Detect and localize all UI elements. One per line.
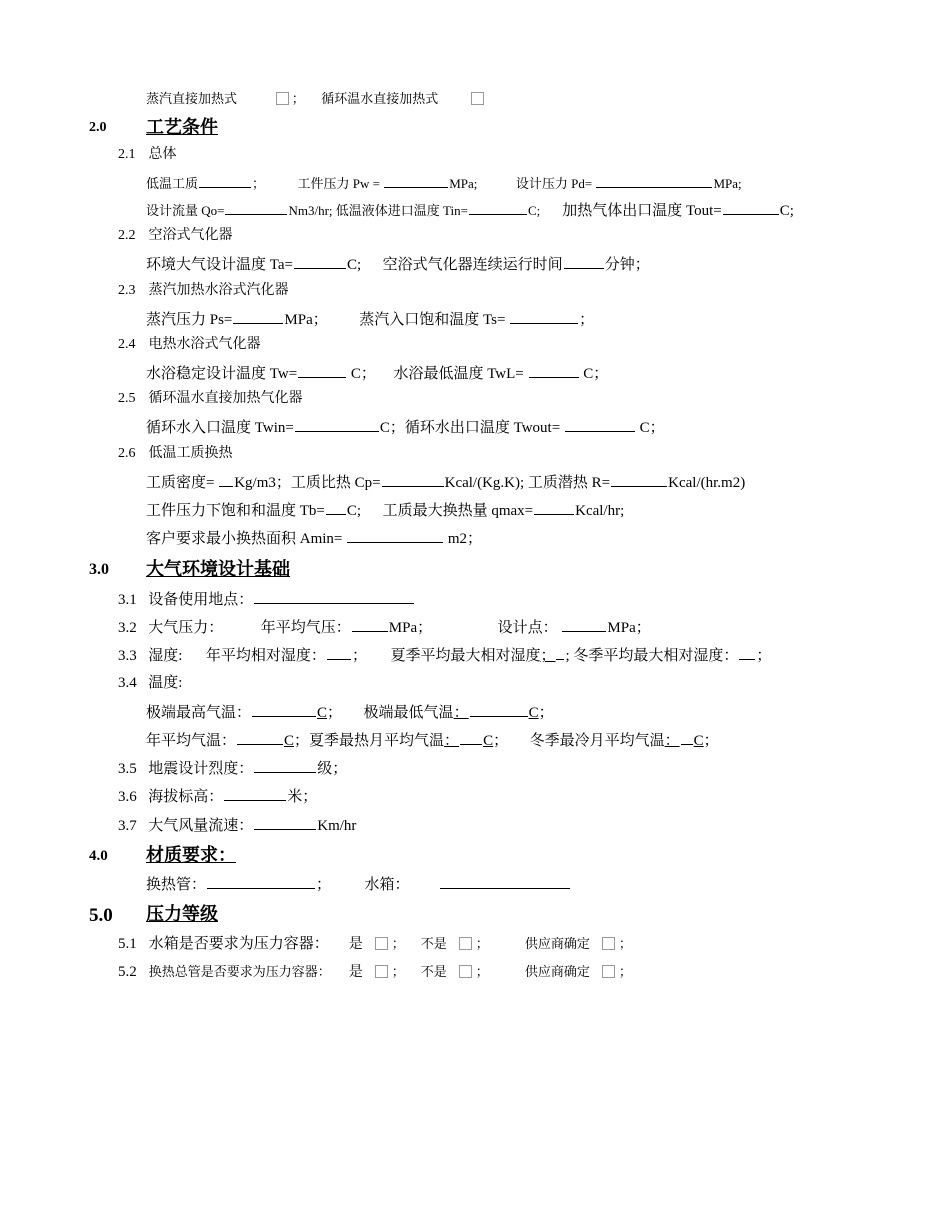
header-yes-checkbox[interactable] xyxy=(375,965,388,978)
row-3-4 xyxy=(118,676,182,691)
steam-direct-label: 蒸汽直接加热式 xyxy=(146,91,238,106)
section-3-heading xyxy=(89,562,109,578)
tank-yes-checkbox[interactable] xyxy=(375,937,388,950)
item-number: 3.2 xyxy=(118,620,137,636)
winter-humidity-label: ; 冬季平均最大相对湿度： xyxy=(565,648,739,664)
design-flow-label: 设计流量 Qo= xyxy=(146,203,225,218)
saturation-temp-blank[interactable] xyxy=(326,502,346,515)
tube-material-label: 换热管： xyxy=(146,877,207,893)
summer-humidity-label: 夏季平均最大相对湿度 xyxy=(390,648,541,664)
wind-speed-label: 大气风量流速： xyxy=(148,818,254,834)
item-number: 3.4 xyxy=(118,675,137,691)
location-blank[interactable] xyxy=(254,591,414,604)
unit-c: C xyxy=(483,733,494,749)
unit-mpa: MPa； xyxy=(388,620,433,636)
separator: ； xyxy=(579,312,595,328)
row-2-6-a xyxy=(146,474,745,491)
unit-c: C； xyxy=(583,366,609,382)
row-2-2 xyxy=(146,256,650,273)
row-2-1-b xyxy=(146,202,794,219)
ambient-temp-label: 环境大气设计温度 Ta= xyxy=(146,257,293,273)
design-pressure-blank[interactable] xyxy=(596,175,712,188)
min-area-label: 客户要求最小换热面积 Amin= xyxy=(146,531,343,547)
winter-avg-label: 冬季最冷月平均气温 xyxy=(529,733,665,749)
steam-sat-temp-label: 蒸汽入口饱和温度 Ts= xyxy=(359,312,506,328)
tank-pressure-vessel-label: 水箱是否要求为压力容器： xyxy=(148,936,329,952)
tank-material-label: 水箱： xyxy=(364,877,410,893)
subsection-number: 2.5 xyxy=(118,391,136,406)
run-time-blank[interactable] xyxy=(564,256,604,269)
location-label: 设备使用地点： xyxy=(148,592,254,608)
item-number: 3.7 xyxy=(118,818,137,834)
seismic-label: 地震设计烈度： xyxy=(148,761,254,777)
row-2-3 xyxy=(146,311,594,328)
item-number: 5.2 xyxy=(118,964,137,980)
section-number: 3.0 xyxy=(89,561,109,578)
bath-min-temp-label: 水浴最低温度 TwL= xyxy=(393,366,524,382)
unit-mpa: MPa； xyxy=(607,620,651,636)
subsection-number: 2.1 xyxy=(118,147,136,162)
unit-c: C; xyxy=(346,503,362,519)
supplier-decide-label: 供应商确定 xyxy=(524,964,590,979)
separator: ； xyxy=(316,877,332,893)
bath-design-temp-label: 水浴稳定设计温度 Tw= xyxy=(146,366,298,382)
row-3-1 xyxy=(118,591,415,608)
steam-sat-temp-blank[interactable] xyxy=(510,311,578,324)
row-3-6 xyxy=(118,788,317,805)
header-supplier-checkbox[interactable] xyxy=(602,965,615,978)
section-number: 5.0 xyxy=(89,905,113,926)
subsection-number: 2.6 xyxy=(118,446,136,461)
ambient-temp-blank[interactable] xyxy=(294,256,346,269)
warm-water-direct-checkbox[interactable] xyxy=(471,92,484,105)
tank-no-checkbox[interactable] xyxy=(459,937,472,950)
min-area-blank[interactable] xyxy=(347,530,443,543)
latent-heat-label: Kcal/(Kg.K); 工质潜热 R= xyxy=(444,475,611,491)
row-2-1-a xyxy=(146,175,742,190)
unit-c: C; xyxy=(779,203,794,219)
work-pressure-blank[interactable] xyxy=(384,175,448,188)
section-4-heading xyxy=(89,848,108,864)
winter-avg-blank[interactable] xyxy=(681,732,693,745)
unit-c: C xyxy=(317,705,328,721)
separator: ； xyxy=(475,936,489,951)
row-5-2 xyxy=(118,964,632,980)
row-3-7 xyxy=(118,817,356,834)
unit-mpa: MPa； xyxy=(284,312,328,328)
unit-grade: 级； xyxy=(317,761,348,777)
subsection-2-1 xyxy=(118,148,177,162)
separator: ； xyxy=(493,733,509,749)
summer-humidity-blank[interactable]: ； xyxy=(540,648,556,664)
extreme-low-blank[interactable] xyxy=(470,704,528,717)
bath-min-temp-blank[interactable] xyxy=(529,365,579,378)
unit-meter: 米； xyxy=(287,789,318,805)
section-number: 2.0 xyxy=(89,120,107,135)
unit-c: C xyxy=(693,733,704,749)
unit-c: C xyxy=(284,733,295,749)
subsection-title: 循环温水直接加热气化器 xyxy=(148,391,303,406)
summer-avg-label: ；夏季最热月平均气温 xyxy=(294,733,445,749)
separator: ； xyxy=(327,705,343,721)
separator: ； xyxy=(703,733,719,749)
unit-c: C； xyxy=(350,366,376,382)
density-blank[interactable] xyxy=(219,474,233,487)
annual-avg-temp-label: 年平均气温： xyxy=(146,733,237,749)
extreme-low-label: 极端最低气温 xyxy=(363,705,454,721)
row-2-6-c xyxy=(146,530,482,547)
low-temp-medium-blank[interactable] xyxy=(199,175,251,188)
unit-kcal-hr-m2: Kcal/(hr.m2) xyxy=(668,475,746,491)
outlet-temp-blank[interactable] xyxy=(723,202,779,215)
separator: ； xyxy=(618,936,632,951)
saturation-temp-label: 工件压力下饱和和温度 Tb= xyxy=(146,503,325,519)
separator: ； xyxy=(475,964,489,979)
subsection-number: 2.4 xyxy=(118,337,136,352)
subsection-number: 2.3 xyxy=(118,283,136,298)
item-number: 3.5 xyxy=(118,761,137,777)
row-2-4 xyxy=(146,365,608,382)
specific-heat-blank[interactable] xyxy=(382,474,444,487)
work-pressure-label: 工件压力 Pw = xyxy=(297,176,380,191)
separator: ； xyxy=(756,648,772,664)
separator: ； xyxy=(252,176,266,191)
annual-humidity-blank[interactable] xyxy=(327,647,351,660)
item-number: 3.6 xyxy=(118,789,137,805)
unit-c: C xyxy=(528,705,539,721)
unit-c: C； xyxy=(639,420,665,436)
design-point-label: 设计点： xyxy=(497,620,558,636)
max-heat-blank[interactable] xyxy=(534,502,574,515)
steam-direct-checkbox[interactable] xyxy=(276,92,289,105)
section-2-heading xyxy=(89,119,107,135)
separator: ； xyxy=(538,705,554,721)
tank-material-blank[interactable] xyxy=(440,876,570,889)
water-inlet-temp-label: 循环水入口温度 Twin= xyxy=(146,420,294,436)
unit-mpa: MPa; xyxy=(713,176,742,191)
colon: ： xyxy=(453,705,469,721)
row-3-4-a xyxy=(146,704,554,721)
inlet-temp-blank[interactable] xyxy=(469,202,527,215)
subsection-title: 总体 xyxy=(148,147,177,162)
subsection-2-3 xyxy=(118,284,289,298)
unit-m2: m2； xyxy=(447,531,483,547)
yes-label: 是 xyxy=(348,965,363,980)
no-label: 不是 xyxy=(420,964,447,979)
subsection-2-6 xyxy=(118,447,233,461)
row-3-3 xyxy=(118,647,771,664)
annual-avg-temp-blank[interactable] xyxy=(237,732,283,745)
bath-design-temp-blank[interactable] xyxy=(298,365,346,378)
max-heat-label: 工质最大换热量 qmax= xyxy=(382,503,534,519)
subsection-title: 电热水浴式气化器 xyxy=(148,337,261,352)
section-2-title: 工艺条件 xyxy=(146,117,218,137)
heating-options-row xyxy=(146,92,484,105)
section-4-title: 材质要求： xyxy=(146,845,236,865)
annual-humidity-label: 年平均相对湿度： xyxy=(205,648,326,664)
separator: ； xyxy=(391,936,405,951)
winter-humidity-blank[interactable] xyxy=(739,647,755,660)
tube-material-blank[interactable] xyxy=(207,876,315,889)
summer-humidity-underline xyxy=(556,647,564,660)
subsection-title: 空浴式气化器 xyxy=(148,228,233,243)
separator: ； xyxy=(391,964,405,979)
water-outlet-temp-blank[interactable] xyxy=(565,419,635,432)
humidity-label: 湿度: xyxy=(148,648,183,664)
outlet-temp-label: 加热气体出口温度 Tout= xyxy=(562,203,722,219)
latent-heat-blank[interactable] xyxy=(611,474,667,487)
subsection-title: 低温工质换热 xyxy=(148,446,233,461)
unit-c: C; xyxy=(527,203,541,218)
row-3-4-b xyxy=(146,732,719,749)
section-5-title: 压力等级 xyxy=(146,904,218,924)
section-5-heading xyxy=(89,906,113,925)
section-number: 4.0 xyxy=(89,848,108,864)
unit-mpa: MPa; xyxy=(449,176,478,191)
colon: ： xyxy=(664,733,680,749)
run-time-label: 空浴式气化器连续运行时间 xyxy=(382,257,563,273)
design-point-blank[interactable] xyxy=(562,619,606,632)
low-temp-medium-label: 低温工质 xyxy=(146,176,199,191)
subsection-2-5 xyxy=(118,392,303,406)
header-pressure-vessel-label: 换热总管是否要求为压力容器： xyxy=(148,964,331,979)
row-4 xyxy=(146,876,571,893)
item-number: 5.1 xyxy=(118,936,137,952)
row-2-6-b xyxy=(146,502,624,519)
yes-label: 是 xyxy=(348,937,363,952)
water-outlet-temp-label: C；循环水出口温度 Twout= xyxy=(379,420,561,436)
density-label: 工质密度= xyxy=(146,475,215,491)
extreme-high-label: 极端最高气温： xyxy=(146,705,252,721)
separator: ； xyxy=(618,964,632,979)
design-flow-blank[interactable] xyxy=(225,202,287,215)
subsection-number: 2.2 xyxy=(118,228,136,243)
water-inlet-temp-blank[interactable] xyxy=(295,419,379,432)
section-3-title: 大气环境设计基础 xyxy=(146,559,290,579)
warm-water-direct-label: 循环温水直接加热式 xyxy=(321,91,439,106)
item-number: 3.3 xyxy=(118,648,137,664)
row-2-5 xyxy=(146,419,665,436)
steam-pressure-label: 蒸汽压力 Ps= xyxy=(146,312,233,328)
extreme-high-blank[interactable] xyxy=(252,704,316,717)
seismic-blank[interactable] xyxy=(254,760,316,773)
separator: ； xyxy=(291,91,305,106)
unit-kcal-hr: Kcal/hr; xyxy=(575,503,625,519)
subsection-2-4 xyxy=(118,338,261,352)
subsection-title: 蒸汽加热水浴式汽化器 xyxy=(148,283,289,298)
unit-c: C; xyxy=(346,257,362,273)
colon: ： xyxy=(444,733,460,749)
atm-pressure-label: 大气压力： xyxy=(148,620,224,636)
tank-supplier-checkbox[interactable] xyxy=(602,937,615,950)
altitude-label: 海拔标高： xyxy=(148,789,224,805)
design-pressure-label: 设计压力 Pd= xyxy=(515,176,593,191)
row-3-5 xyxy=(118,760,347,777)
row-3-2 xyxy=(118,619,651,636)
steam-pressure-blank[interactable] xyxy=(233,311,283,324)
subsection-2-2 xyxy=(118,229,233,243)
unit-km-hr: Km/hr xyxy=(317,818,357,834)
summer-avg-blank[interactable] xyxy=(460,732,482,745)
supplier-decide-label: 供应商确定 xyxy=(524,936,590,951)
separator: ； xyxy=(351,648,367,664)
altitude-blank[interactable] xyxy=(224,788,286,801)
row-5-1 xyxy=(118,936,632,952)
annual-pressure-blank[interactable] xyxy=(352,619,388,632)
annual-pressure-label: 年平均气压： xyxy=(260,620,351,636)
unit-minutes: 分钟； xyxy=(604,257,650,273)
wind-speed-blank[interactable] xyxy=(254,817,316,830)
header-no-checkbox[interactable] xyxy=(459,965,472,978)
specific-heat-label: Kg/m3；工质比热 Cp= xyxy=(234,475,381,491)
item-number: 3.1 xyxy=(118,592,137,608)
no-label: 不是 xyxy=(420,936,447,951)
temperature-label: 温度: xyxy=(148,675,183,691)
inlet-temp-label: Nm3/hr; 低温液体进口温度 Tin= xyxy=(288,203,468,218)
